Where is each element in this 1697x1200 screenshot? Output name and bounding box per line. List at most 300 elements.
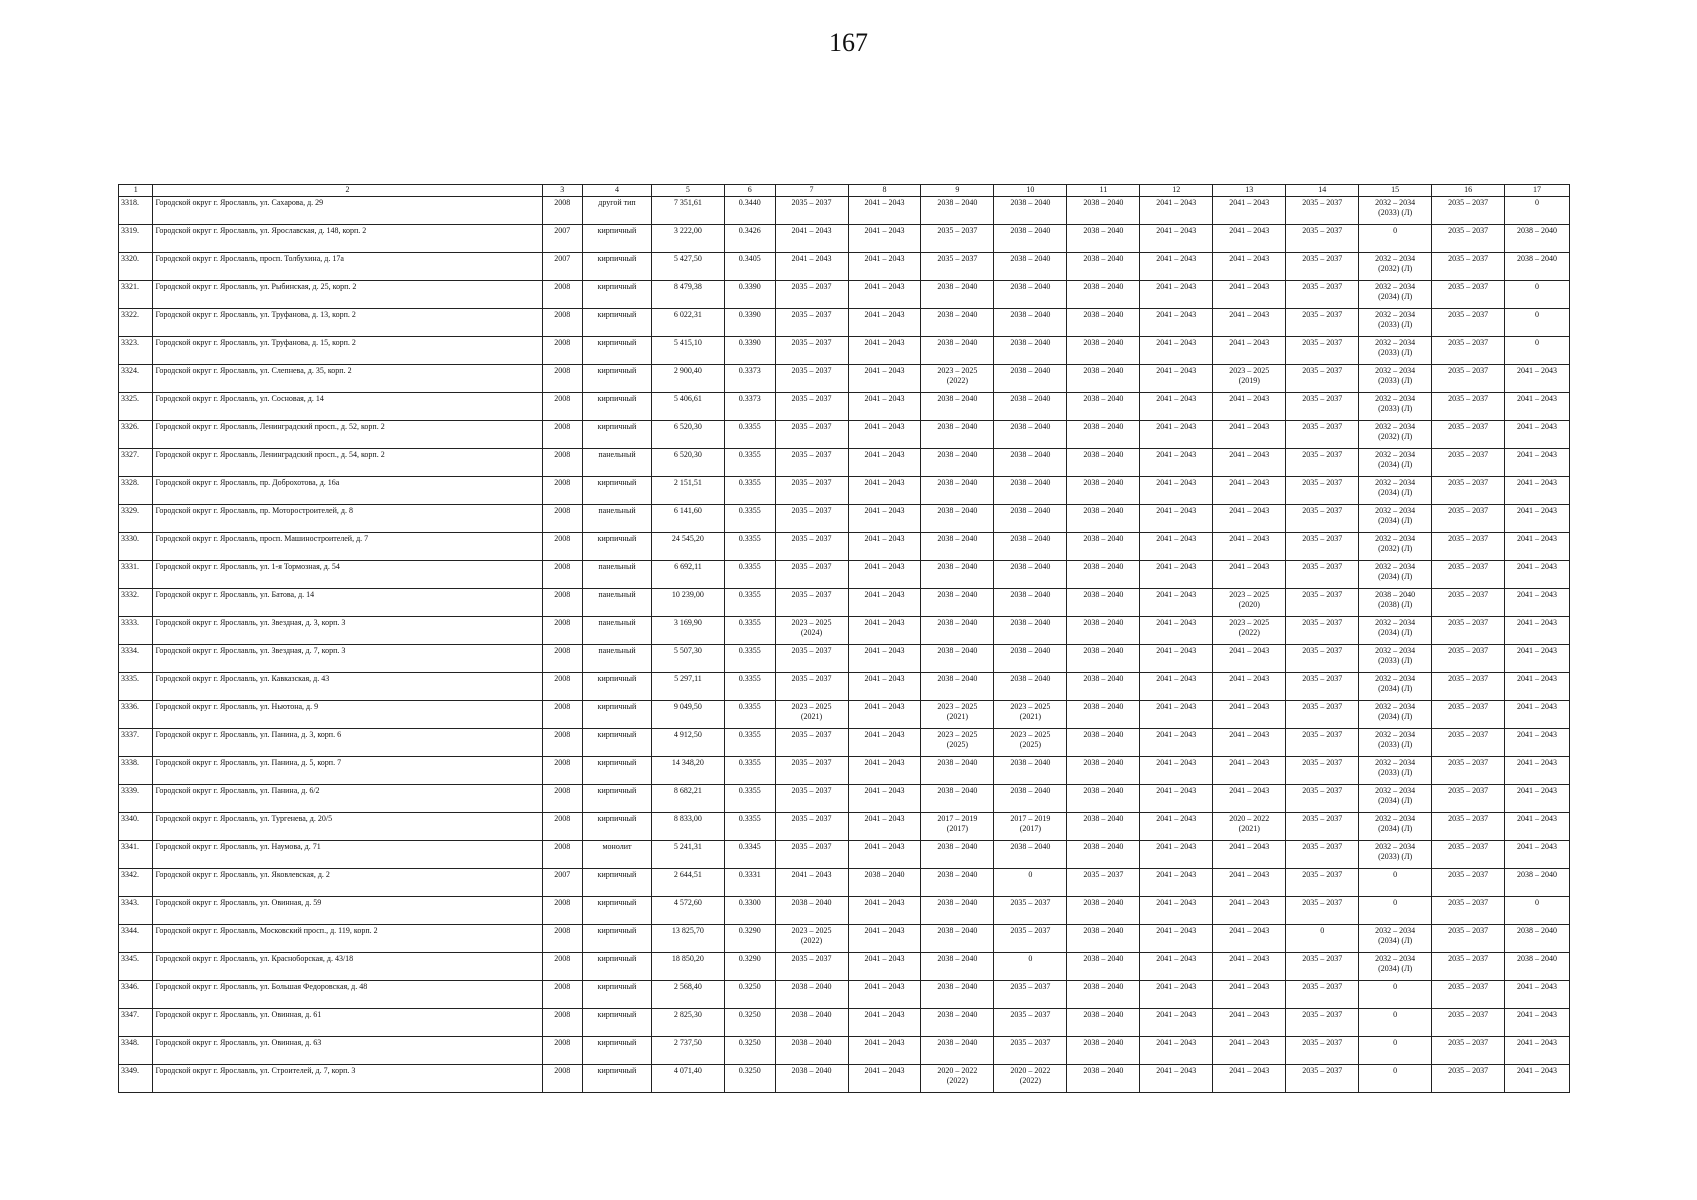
table-cell-col-8: 2041 – 2043 (848, 365, 921, 393)
table-cell-col-14: 2035 – 2037 (1286, 785, 1359, 813)
table-cell-col-7: 2035 – 2037 (775, 757, 848, 785)
table-cell-col-17: 2041 – 2043 (1505, 589, 1570, 617)
table-cell-col-7: 2035 – 2037 (775, 505, 848, 533)
table-cell-col-8: 2041 – 2043 (848, 645, 921, 673)
table-cell-col-14: 2035 – 2037 (1286, 1065, 1359, 1093)
table-cell-col-14: 2035 – 2037 (1286, 1037, 1359, 1065)
table-cell-col-14: 2035 – 2037 (1286, 337, 1359, 365)
table-cell-col-6: 0.3290 (724, 925, 775, 953)
table-row (119, 197, 1570, 225)
address-cell: Городской округ г. Ярославль, ул. Красноборская, д. 43/18 (153, 953, 542, 981)
table-row (119, 561, 1570, 589)
table-cell-col-4: кирпичный (583, 1037, 652, 1065)
table-cell-col-14: 2035 – 2037 (1286, 589, 1359, 617)
table-cell-col-7: 2035 – 2037 (775, 841, 848, 869)
address-cell: Городской округ г. Ярославль, ул. Труфанова, д. 13, корп. 2 (153, 309, 542, 337)
table-cell-col-11: 2038 – 2040 (1067, 505, 1140, 533)
table-cell-col-3: 2008 (542, 813, 583, 841)
table-cell-col-12: 2041 – 2043 (1140, 421, 1213, 449)
table-cell-col-15: 2032 – 2034 (2033) (Л) (1359, 757, 1432, 785)
table-cell-col-12: 2041 – 2043 (1140, 477, 1213, 505)
table-cell-col-13: 2041 – 2043 (1213, 393, 1286, 421)
table-cell-col-4: кирпичный (583, 701, 652, 729)
table-cell-col-10: 2038 – 2040 (994, 757, 1067, 785)
table-cell-col-13: 2041 – 2043 (1213, 701, 1286, 729)
table-cell-col-6: 0.3250 (724, 1037, 775, 1065)
table-cell-col-8: 2041 – 2043 (848, 617, 921, 645)
table-cell-col-11: 2038 – 2040 (1067, 337, 1140, 365)
table-cell-col-4: кирпичный (583, 757, 652, 785)
table-cell-col-12: 2041 – 2043 (1140, 337, 1213, 365)
table-cell-col-11: 2038 – 2040 (1067, 225, 1140, 253)
row-number-cell: 3333. (119, 617, 153, 645)
row-number-cell: 3328. (119, 477, 153, 505)
table-cell-col-16: 2035 – 2037 (1432, 757, 1505, 785)
table-cell-col-10: 2038 – 2040 (994, 533, 1067, 561)
table-cell-col-14: 2035 – 2037 (1286, 673, 1359, 701)
table-cell-col-6: 0.3405 (724, 253, 775, 281)
table-cell-col-9: 2038 – 2040 (921, 421, 994, 449)
table-cell-col-5: 7 351,61 (651, 197, 724, 225)
table-cell-col-16: 2035 – 2037 (1432, 841, 1505, 869)
table-cell-col-17: 2041 – 2043 (1505, 757, 1570, 785)
table-cell-col-16: 2035 – 2037 (1432, 561, 1505, 589)
table-cell-col-16: 2035 – 2037 (1432, 617, 1505, 645)
table-cell-col-9: 2038 – 2040 (921, 841, 994, 869)
table-cell-col-17: 0 (1505, 897, 1570, 925)
table-cell-col-11: 2038 – 2040 (1067, 253, 1140, 281)
table-cell-col-7: 2041 – 2043 (775, 253, 848, 281)
table-row (119, 477, 1570, 505)
column-header-15: 15 (1359, 185, 1432, 197)
table-cell-col-6: 0.3355 (724, 729, 775, 757)
table-cell-col-4: кирпичный (583, 337, 652, 365)
table-cell-col-12: 2041 – 2043 (1140, 281, 1213, 309)
table-cell-col-10: 2038 – 2040 (994, 785, 1067, 813)
table-cell-col-5: 10 239,00 (651, 589, 724, 617)
table-cell-col-7: 2035 – 2037 (775, 421, 848, 449)
table-cell-col-7: 2035 – 2037 (775, 309, 848, 337)
table-cell-col-9: 2038 – 2040 (921, 897, 994, 925)
table-cell-col-10: 2038 – 2040 (994, 645, 1067, 673)
row-number-cell: 3347. (119, 1009, 153, 1037)
address-cell: Городской округ г. Ярославль, ул. Тургенева, д. 20/5 (153, 813, 542, 841)
row-number-cell: 3325. (119, 393, 153, 421)
table-cell-col-8: 2041 – 2043 (848, 785, 921, 813)
table-row (119, 813, 1570, 841)
table-cell-col-6: 0.3390 (724, 309, 775, 337)
table-cell-col-6: 0.3390 (724, 281, 775, 309)
table-cell-col-4: панельный (583, 449, 652, 477)
table-cell-col-10: 2038 – 2040 (994, 393, 1067, 421)
table-cell-col-7: 2035 – 2037 (775, 533, 848, 561)
table-cell-col-4: панельный (583, 645, 652, 673)
table-cell-col-16: 2035 – 2037 (1432, 449, 1505, 477)
table-cell-col-6: 0.3355 (724, 477, 775, 505)
table-cell-col-7: 2035 – 2037 (775, 589, 848, 617)
table-cell-col-5: 18 850,20 (651, 953, 724, 981)
table-cell-col-11: 2038 – 2040 (1067, 561, 1140, 589)
table-cell-col-6: 0.3300 (724, 897, 775, 925)
table-cell-col-4: кирпичный (583, 393, 652, 421)
table-cell-col-13: 2023 – 2025 (2019) (1213, 365, 1286, 393)
row-number-cell: 3342. (119, 869, 153, 897)
table-row (119, 1037, 1570, 1065)
table-cell-col-9: 2038 – 2040 (921, 197, 994, 225)
table-cell-col-5: 2 151,51 (651, 477, 724, 505)
table-cell-col-17: 2041 – 2043 (1505, 561, 1570, 589)
table-cell-col-12: 2041 – 2043 (1140, 617, 1213, 645)
table-cell-col-17: 2041 – 2043 (1505, 393, 1570, 421)
table-cell-col-17: 2041 – 2043 (1505, 981, 1570, 1009)
table-cell-col-5: 5 427,50 (651, 253, 724, 281)
table-cell-col-4: кирпичный (583, 897, 652, 925)
column-header-13: 13 (1213, 185, 1286, 197)
table-cell-col-10: 2038 – 2040 (994, 197, 1067, 225)
table-row (119, 365, 1570, 393)
table-cell-col-13: 2041 – 2043 (1213, 729, 1286, 757)
table-cell-col-5: 6 692,11 (651, 561, 724, 589)
table-cell-col-6: 0.3355 (724, 421, 775, 449)
table-cell-col-17: 0 (1505, 309, 1570, 337)
table-cell-col-6: 0.3355 (724, 645, 775, 673)
table-cell-col-9: 2038 – 2040 (921, 561, 994, 589)
table-cell-col-3: 2008 (542, 365, 583, 393)
row-number-cell: 3319. (119, 225, 153, 253)
table-row (119, 897, 1570, 925)
table-cell-col-14: 2035 – 2037 (1286, 757, 1359, 785)
table-cell-col-10: 2038 – 2040 (994, 309, 1067, 337)
table-cell-col-8: 2041 – 2043 (848, 1009, 921, 1037)
table-cell-col-3: 2008 (542, 785, 583, 813)
address-cell: Городской округ г. Ярославль, ул. Батова, д. 14 (153, 589, 542, 617)
table-cell-col-8: 2038 – 2040 (848, 869, 921, 897)
address-cell: Городской округ г. Ярославль, ул. Яковлевская, д. 2 (153, 869, 542, 897)
table-cell-col-3: 2008 (542, 421, 583, 449)
row-number-cell: 3321. (119, 281, 153, 309)
table-cell-col-15: 2032 – 2034 (2034) (Л) (1359, 813, 1432, 841)
table-cell-col-8: 2041 – 2043 (848, 505, 921, 533)
column-header-11: 11 (1067, 185, 1140, 197)
address-cell: Городской округ г. Ярославль, Московский просп., д. 119, корп. 2 (153, 925, 542, 953)
table-row (119, 589, 1570, 617)
address-cell: Городской округ г. Ярославль, просп. Машиностроителей, д. 7 (153, 533, 542, 561)
table-cell-col-6: 0.3373 (724, 365, 775, 393)
column-header-7: 7 (775, 185, 848, 197)
table-cell-col-13: 2020 – 2022 (2021) (1213, 813, 1286, 841)
table-cell-col-8: 2041 – 2043 (848, 225, 921, 253)
table-cell-col-16: 2035 – 2037 (1432, 393, 1505, 421)
table-cell-col-15: 2032 – 2034 (2034) (Л) (1359, 953, 1432, 981)
row-number-cell: 3324. (119, 365, 153, 393)
table-cell-col-5: 4 071,40 (651, 1065, 724, 1093)
table-cell-col-3: 2008 (542, 729, 583, 757)
table-cell-col-12: 2041 – 2043 (1140, 1065, 1213, 1093)
table-cell-col-8: 2041 – 2043 (848, 449, 921, 477)
table-cell-col-15: 0 (1359, 869, 1432, 897)
table-cell-col-3: 2008 (542, 393, 583, 421)
table-row (119, 953, 1570, 981)
table-cell-col-12: 2041 – 2043 (1140, 925, 1213, 953)
table-cell-col-9: 2023 – 2025 (2021) (921, 701, 994, 729)
table-cell-col-15: 2032 – 2034 (2034) (Л) (1359, 505, 1432, 533)
table-cell-col-4: кирпичный (583, 813, 652, 841)
table-cell-col-16: 2035 – 2037 (1432, 925, 1505, 953)
table-cell-col-12: 2041 – 2043 (1140, 533, 1213, 561)
address-cell: Городской округ г. Ярославль, ул. Ньютона, д. 9 (153, 701, 542, 729)
table-cell-col-5: 2 900,40 (651, 365, 724, 393)
table-cell-col-8: 2041 – 2043 (848, 673, 921, 701)
table-row (119, 673, 1570, 701)
table-cell-col-3: 2008 (542, 309, 583, 337)
table-cell-col-3: 2008 (542, 673, 583, 701)
table-cell-col-11: 2038 – 2040 (1067, 1009, 1140, 1037)
table-cell-col-6: 0.3355 (724, 813, 775, 841)
table-cell-col-8: 2041 – 2043 (848, 309, 921, 337)
address-cell: Городской округ г. Ярославль, ул. Овинная, д. 61 (153, 1009, 542, 1037)
table-cell-col-11: 2038 – 2040 (1067, 1065, 1140, 1093)
table-row (119, 505, 1570, 533)
table-cell-col-17: 0 (1505, 281, 1570, 309)
table-cell-col-5: 3 169,90 (651, 617, 724, 645)
table-cell-col-8: 2041 – 2043 (848, 925, 921, 953)
table-cell-col-14: 2035 – 2037 (1286, 701, 1359, 729)
table-cell-col-17: 2041 – 2043 (1505, 813, 1570, 841)
table-cell-col-9: 2023 – 2025 (2022) (921, 365, 994, 393)
table-cell-col-4: кирпичный (583, 281, 652, 309)
table-row (119, 869, 1570, 897)
table-cell-col-12: 2041 – 2043 (1140, 729, 1213, 757)
table-cell-col-13: 2041 – 2043 (1213, 225, 1286, 253)
table-cell-col-16: 2035 – 2037 (1432, 281, 1505, 309)
table-cell-col-12: 2041 – 2043 (1140, 701, 1213, 729)
table-cell-col-10: 2038 – 2040 (994, 617, 1067, 645)
table-cell-col-9: 2038 – 2040 (921, 1037, 994, 1065)
table-cell-col-16: 2035 – 2037 (1432, 533, 1505, 561)
table-cell-col-6: 0.3355 (724, 701, 775, 729)
table-cell-col-15: 2038 – 2040 (2038) (Л) (1359, 589, 1432, 617)
row-number-cell: 3332. (119, 589, 153, 617)
table-cell-col-8: 2041 – 2043 (848, 953, 921, 981)
table-cell-col-7: 2035 – 2037 (775, 561, 848, 589)
table-cell-col-13: 2041 – 2043 (1213, 421, 1286, 449)
table-cell-col-8: 2041 – 2043 (848, 589, 921, 617)
table-cell-col-14: 2035 – 2037 (1286, 421, 1359, 449)
table-cell-col-16: 2035 – 2037 (1432, 477, 1505, 505)
table-cell-col-14: 2035 – 2037 (1286, 393, 1359, 421)
table-cell-col-17: 2041 – 2043 (1505, 421, 1570, 449)
table-cell-col-5: 5 241,31 (651, 841, 724, 869)
table-cell-col-7: 2038 – 2040 (775, 1065, 848, 1093)
row-number-cell: 3320. (119, 253, 153, 281)
table-cell-col-11: 2038 – 2040 (1067, 197, 1140, 225)
table-cell-col-4: кирпичный (583, 309, 652, 337)
table-cell-col-13: 2041 – 2043 (1213, 1009, 1286, 1037)
table-cell-col-7: 2035 – 2037 (775, 281, 848, 309)
table-cell-col-16: 2035 – 2037 (1432, 813, 1505, 841)
table-cell-col-9: 2038 – 2040 (921, 925, 994, 953)
table-cell-col-12: 2041 – 2043 (1140, 393, 1213, 421)
table-cell-col-17: 2038 – 2040 (1505, 953, 1570, 981)
table-cell-col-8: 2041 – 2043 (848, 701, 921, 729)
table-cell-col-4: кирпичный (583, 729, 652, 757)
table-cell-col-11: 2038 – 2040 (1067, 533, 1140, 561)
table-cell-col-12: 2041 – 2043 (1140, 981, 1213, 1009)
table-cell-col-4: кирпичный (583, 225, 652, 253)
table-cell-col-17: 0 (1505, 197, 1570, 225)
table-cell-col-8: 2041 – 2043 (848, 757, 921, 785)
table-cell-col-9: 2038 – 2040 (921, 1009, 994, 1037)
column-header-10: 10 (994, 185, 1067, 197)
table-cell-col-7: 2035 – 2037 (775, 953, 848, 981)
table-cell-col-11: 2038 – 2040 (1067, 841, 1140, 869)
table-cell-col-17: 2041 – 2043 (1505, 785, 1570, 813)
table-cell-col-5: 3 222,00 (651, 225, 724, 253)
table-cell-col-13: 2041 – 2043 (1213, 281, 1286, 309)
table-cell-col-14: 2035 – 2037 (1286, 505, 1359, 533)
table-cell-col-5: 2 825,30 (651, 1009, 724, 1037)
table-cell-col-12: 2041 – 2043 (1140, 365, 1213, 393)
table-cell-col-3: 2008 (542, 449, 583, 477)
table-cell-col-4: монолит (583, 841, 652, 869)
table-cell-col-3: 2008 (542, 561, 583, 589)
table-cell-col-15: 2032 – 2034 (2032) (Л) (1359, 253, 1432, 281)
table-cell-col-17: 2038 – 2040 (1505, 869, 1570, 897)
table-cell-col-4: кирпичный (583, 1065, 652, 1093)
table-cell-col-3: 2008 (542, 701, 583, 729)
table-cell-col-8: 2041 – 2043 (848, 729, 921, 757)
table-cell-col-14: 2035 – 2037 (1286, 645, 1359, 673)
table-cell-col-9: 2035 – 2037 (921, 225, 994, 253)
table-cell-col-11: 2038 – 2040 (1067, 449, 1140, 477)
table-row (119, 1009, 1570, 1037)
address-cell: Городской округ г. Ярославль, пр. Моторостроителей, д. 8 (153, 505, 542, 533)
table-cell-col-13: 2041 – 2043 (1213, 981, 1286, 1009)
table-cell-col-17: 2041 – 2043 (1505, 673, 1570, 701)
table-cell-col-13: 2041 – 2043 (1213, 197, 1286, 225)
table-cell-col-14: 2035 – 2037 (1286, 841, 1359, 869)
row-number-cell: 3349. (119, 1065, 153, 1093)
table-cell-col-12: 2041 – 2043 (1140, 757, 1213, 785)
table-cell-col-10: 2023 – 2025 (2025) (994, 729, 1067, 757)
table-cell-col-3: 2008 (542, 645, 583, 673)
row-number-cell: 3348. (119, 1037, 153, 1065)
table-cell-col-17: 2041 – 2043 (1505, 477, 1570, 505)
table-cell-col-5: 6 022,31 (651, 309, 724, 337)
table-cell-col-16: 2035 – 2037 (1432, 897, 1505, 925)
table-cell-col-9: 2038 – 2040 (921, 393, 994, 421)
table-row (119, 645, 1570, 673)
table-row (119, 421, 1570, 449)
table-cell-col-14: 2035 – 2037 (1286, 449, 1359, 477)
table-cell-col-9: 2020 – 2022 (2022) (921, 1065, 994, 1093)
table-cell-col-6: 0.3290 (724, 953, 775, 981)
table-cell-col-5: 6 141,60 (651, 505, 724, 533)
address-cell: Городской округ г. Ярославль, ул. Овинная, д. 59 (153, 897, 542, 925)
column-header-17: 17 (1505, 185, 1570, 197)
table-cell-col-12: 2041 – 2043 (1140, 309, 1213, 337)
table-cell-col-15: 2032 – 2034 (2033) (Л) (1359, 365, 1432, 393)
table-cell-col-16: 2035 – 2037 (1432, 225, 1505, 253)
table-cell-col-12: 2041 – 2043 (1140, 505, 1213, 533)
table-cell-col-13: 2041 – 2043 (1213, 449, 1286, 477)
address-cell: Городской округ г. Ярославль, ул. Звездная, д. 7, корп. 3 (153, 645, 542, 673)
table-cell-col-15: 2032 – 2034 (2033) (Л) (1359, 309, 1432, 337)
table-cell-col-15: 2032 – 2034 (2034) (Л) (1359, 477, 1432, 505)
table-cell-col-9: 2038 – 2040 (921, 673, 994, 701)
table-cell-col-15: 2032 – 2034 (2034) (Л) (1359, 925, 1432, 953)
table-cell-col-11: 2038 – 2040 (1067, 953, 1140, 981)
table-row (119, 253, 1570, 281)
table-cell-col-3: 2008 (542, 1065, 583, 1093)
table-cell-col-10: 2017 – 2019 (2017) (994, 813, 1067, 841)
table-cell-col-10: 2038 – 2040 (994, 365, 1067, 393)
table-cell-col-10: 2038 – 2040 (994, 281, 1067, 309)
table-cell-col-13: 2041 – 2043 (1213, 561, 1286, 589)
row-number-cell: 3331. (119, 561, 153, 589)
row-number-cell: 3346. (119, 981, 153, 1009)
table-cell-col-13: 2041 – 2043 (1213, 673, 1286, 701)
table-cell-col-11: 2038 – 2040 (1067, 1037, 1140, 1065)
table-cell-col-14: 0 (1286, 925, 1359, 953)
table-cell-col-15: 0 (1359, 1065, 1432, 1093)
table-cell-col-8: 2041 – 2043 (848, 393, 921, 421)
table-cell-col-6: 0.3250 (724, 981, 775, 1009)
table-cell-col-17: 2041 – 2043 (1505, 1065, 1570, 1093)
table-cell-col-3: 2008 (542, 953, 583, 981)
table-cell-col-15: 2032 – 2034 (2034) (Л) (1359, 561, 1432, 589)
table-cell-col-14: 2035 – 2037 (1286, 953, 1359, 981)
column-header-9: 9 (921, 185, 994, 197)
table-cell-col-11: 2038 – 2040 (1067, 981, 1140, 1009)
table-cell-col-7: 2041 – 2043 (775, 225, 848, 253)
table-cell-col-17: 2041 – 2043 (1505, 1037, 1570, 1065)
table-cell-col-15: 2032 – 2034 (2032) (Л) (1359, 533, 1432, 561)
table-cell-col-4: панельный (583, 561, 652, 589)
table-cell-col-14: 2035 – 2037 (1286, 813, 1359, 841)
table-cell-col-4: кирпичный (583, 533, 652, 561)
table-cell-col-3: 2008 (542, 1037, 583, 1065)
table-cell-col-13: 2041 – 2043 (1213, 337, 1286, 365)
address-cell: Городской округ г. Ярославль, пр. Доброхотова, д. 16а (153, 477, 542, 505)
table-cell-col-17: 2041 – 2043 (1505, 365, 1570, 393)
table-cell-col-9: 2038 – 2040 (921, 589, 994, 617)
column-header-12: 12 (1140, 185, 1213, 197)
table-cell-col-6: 0.3250 (724, 1009, 775, 1037)
table-cell-col-10: 0 (994, 953, 1067, 981)
table-cell-col-10: 2023 – 2025 (2021) (994, 701, 1067, 729)
table-cell-col-9: 2038 – 2040 (921, 309, 994, 337)
table-cell-col-3: 2008 (542, 477, 583, 505)
table-cell-col-5: 8 479,38 (651, 281, 724, 309)
address-cell: Городской округ г. Ярославль, ул. Ярославская, д. 148, корп. 2 (153, 225, 542, 253)
table-cell-col-15: 2032 – 2034 (2033) (Л) (1359, 841, 1432, 869)
row-number-cell: 3343. (119, 897, 153, 925)
table-cell-col-7: 2035 – 2037 (775, 785, 848, 813)
column-header-4: 4 (583, 185, 652, 197)
address-cell: Городской округ г. Ярославль, Ленинградский просп., д. 52, корп. 2 (153, 421, 542, 449)
table-cell-col-11: 2038 – 2040 (1067, 365, 1140, 393)
table-cell-col-11: 2038 – 2040 (1067, 281, 1140, 309)
table-cell-col-14: 2035 – 2037 (1286, 617, 1359, 645)
address-cell: Городской округ г. Ярославль, ул. Наумова, д. 71 (153, 841, 542, 869)
table-row (119, 533, 1570, 561)
address-cell: Городской округ г. Ярославль, просп. Толбухина, д. 17а (153, 253, 542, 281)
table-cell-col-15: 0 (1359, 981, 1432, 1009)
table-cell-col-14: 2035 – 2037 (1286, 309, 1359, 337)
table-cell-col-15: 2032 – 2034 (2034) (Л) (1359, 673, 1432, 701)
table-cell-col-5: 8 682,21 (651, 785, 724, 813)
